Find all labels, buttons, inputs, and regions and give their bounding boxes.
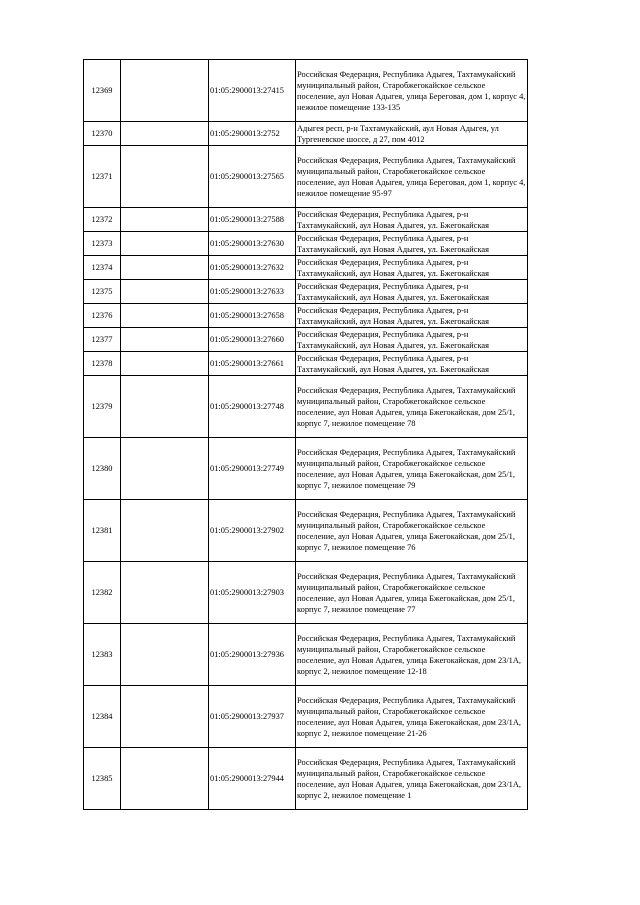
cadastral-number: 01:05:2900013:27630 [209, 232, 296, 256]
cadastral-number: 01:05:2900013:27902 [209, 500, 296, 562]
address-cell: Российская Федерация, Республика Адыгея, р-н Тахтамукайский, аул Новая Адыгея, ул. Бжегокайская [296, 232, 528, 256]
empty-cell [121, 748, 209, 810]
cadastral-number: 01:05:2900013:27588 [209, 208, 296, 232]
row-number: 12380 [84, 438, 121, 500]
empty-cell [121, 624, 209, 686]
table-row [84, 280, 528, 304]
cadastral-number: 01:05:2900013:27660 [209, 328, 296, 352]
empty-cell [121, 328, 209, 352]
cadastral-number: 01:05:2900013:27633 [209, 280, 296, 304]
empty-cell [121, 256, 209, 280]
address-cell: Российская Федерация, Республика Адыгея, Тахтамукайский муниципальный район, Старобжегокайское сельское поселение, аул Новая Адыгея, улица Береговая, дом 1, корпус 4, нежилое помещение 95-97 [296, 146, 528, 208]
row-number: 12377 [84, 328, 121, 352]
row-number: 12371 [84, 146, 121, 208]
table-row [84, 328, 528, 352]
address-cell: Российская Федерация, Республика Адыгея, Тахтамукайский муниципальный район, Старобжегокайское сельское поселение, аул Новая Адыгея, улица Бжегокайская, дом 25/1, корпус 7, нежилое помещение 78 [296, 376, 528, 438]
table-row [84, 748, 528, 810]
address-cell: Российская Федерация, Республика Адыгея, р-н Тахтамукайский, аул Новая Адыгея, ул. Бжегокайская [296, 256, 528, 280]
table-row [84, 562, 528, 624]
cadastral-number: 01:05:2900013:27749 [209, 438, 296, 500]
address-cell: Российская Федерация, Республика Адыгея, Тахтамукайский муниципальный район, Старобжегокайское сельское поселение, аул Новая Адыгея, улица Бжегокайская, дом 23/1А, корпус 2, нежилое помещение 1 [296, 748, 528, 810]
row-number: 12370 [84, 122, 121, 146]
empty-cell [121, 352, 209, 376]
address-cell: Российская Федерация, Республика Адыгея, р-н Тахтамукайский, аул Новая Адыгея, ул. Бжегокайская [296, 304, 528, 328]
empty-cell [121, 280, 209, 304]
table-row [84, 624, 528, 686]
address-cell: Российская Федерация, Республика Адыгея, р-н Тахтамукайский, аул Новая Адыгея, ул. Бжегокайская [296, 328, 528, 352]
cadastral-number: 01:05:2900013:27658 [209, 304, 296, 328]
table-row [84, 256, 528, 280]
table-row [84, 500, 528, 562]
address-cell: Российская Федерация, Республика Адыгея, р-н Тахтамукайский, аул Новая Адыгея, ул. Бжегокайская [296, 352, 528, 376]
cadastral-number: 01:05:2900013:27661 [209, 352, 296, 376]
empty-cell [121, 562, 209, 624]
address-cell: Российская Федерация, Республика Адыгея, Тахтамукайский муниципальный район, Старобжегокайское сельское поселение, аул Новая Адыгея, улица Бжегокайская, дом 25/1, корпус 7, нежилое помещение 76 [296, 500, 528, 562]
cadastral-number: 01:05:2900013:27632 [209, 256, 296, 280]
row-number: 12379 [84, 376, 121, 438]
row-number: 12381 [84, 500, 121, 562]
empty-cell [121, 438, 209, 500]
address-cell: Российская Федерация, Республика Адыгея, Тахтамукайский муниципальный район, Старобжегокайское сельское поселение, аул Новая Адыгея, улица Береговая, дом 1, корпус 4, нежилое помещение 133-135 [296, 60, 528, 122]
empty-cell [121, 376, 209, 438]
empty-cell [121, 232, 209, 256]
table-row [84, 208, 528, 232]
row-number: 12373 [84, 232, 121, 256]
address-cell: Российская Федерация, Республика Адыгея, р-н Тахтамукайский, аул Новая Адыгея, ул. Бжегокайская [296, 280, 528, 304]
empty-cell [121, 686, 209, 748]
table-row [84, 438, 528, 500]
cadastral-number: 01:05:2900013:2752 [209, 122, 296, 146]
empty-cell [121, 60, 209, 122]
table-row [84, 376, 528, 438]
empty-cell [121, 122, 209, 146]
row-number: 12382 [84, 562, 121, 624]
empty-cell [121, 304, 209, 328]
cadastral-number: 01:05:2900013:27748 [209, 376, 296, 438]
row-number: 12369 [84, 60, 121, 122]
address-cell: Российская Федерация, Республика Адыгея, Тахтамукайский муниципальный район, Старобжегокайское сельское поселение, аул Новая Адыгея, улица Бжегокайская, дом 23/1А, корпус 2, нежилое помещение 12-18 [296, 624, 528, 686]
row-number: 12383 [84, 624, 121, 686]
empty-cell [121, 146, 209, 208]
table-row [84, 232, 528, 256]
row-number: 12378 [84, 352, 121, 376]
row-number: 12384 [84, 686, 121, 748]
row-number: 12375 [84, 280, 121, 304]
table-row [84, 60, 528, 122]
table-row [84, 304, 528, 328]
cadastral-number: 01:05:2900013:27936 [209, 624, 296, 686]
cadastral-number: 01:05:2900013:27565 [209, 146, 296, 208]
registry-table [83, 59, 528, 810]
row-number: 12372 [84, 208, 121, 232]
table-row [84, 146, 528, 208]
cadastral-number: 01:05:2900013:27937 [209, 686, 296, 748]
cadastral-number: 01:05:2900013:27944 [209, 748, 296, 810]
row-number: 12385 [84, 748, 121, 810]
registry-table-body [84, 60, 528, 810]
empty-cell [121, 500, 209, 562]
row-number: 12376 [84, 304, 121, 328]
address-cell: Адыгея респ, р-н Тахтамукайский, аул Новая Адыгея, ул Тургеневское шоссе, д 27, пом 4012 [296, 122, 528, 146]
address-cell: Российская Федерация, Республика Адыгея, Тахтамукайский муниципальный район, Старобжегокайское сельское поселение, аул Новая Адыгея, улица Бжегокайская, дом 23/1А, корпус 2, нежилое помещение 21-26 [296, 686, 528, 748]
address-cell: Российская Федерация, Республика Адыгея, р-н Тахтамукайский, аул Новая Адыгея, ул. Бжегокайская [296, 208, 528, 232]
cadastral-number: 01:05:2900013:27903 [209, 562, 296, 624]
address-cell: Российская Федерация, Республика Адыгея, Тахтамукайский муниципальный район, Старобжегокайское сельское поселение, аул Новая Адыгея, улица Бжегокайская, дом 25/1, корпус 7, нежилое помещение 79 [296, 438, 528, 500]
address-cell: Российская Федерация, Республика Адыгея, Тахтамукайский муниципальный район, Старобжегокайское сельское поселение, аул Новая Адыгея, улица Бжегокайская, дом 25/1, корпус 7, нежилое помещение 77 [296, 562, 528, 624]
row-number: 12374 [84, 256, 121, 280]
table-row [84, 122, 528, 146]
table-row [84, 686, 528, 748]
cadastral-number: 01:05:2900013:27415 [209, 60, 296, 122]
table-row [84, 352, 528, 376]
empty-cell [121, 208, 209, 232]
